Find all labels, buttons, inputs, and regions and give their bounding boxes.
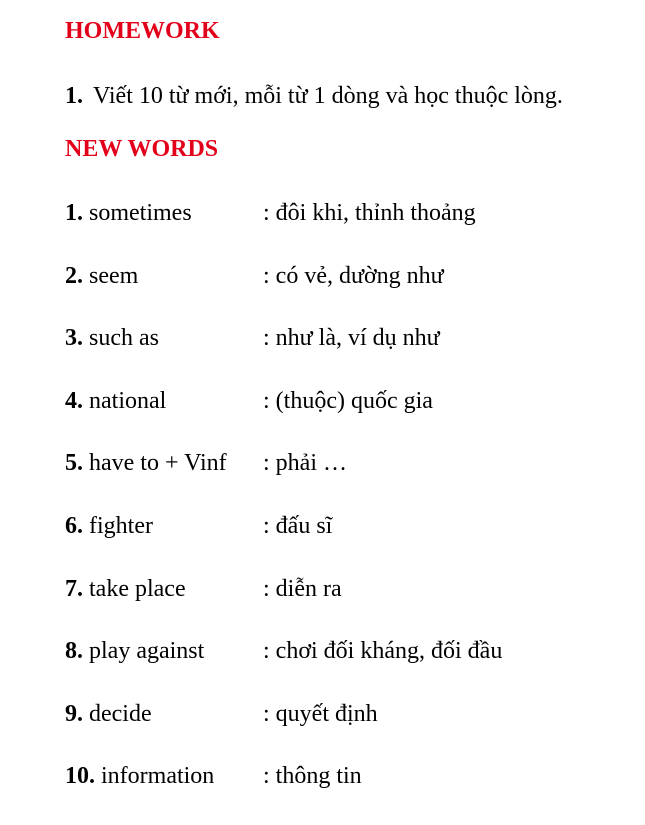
word-term (65, 512, 263, 540)
word-number: 8. (65, 638, 83, 665)
word-entry (65, 199, 625, 262)
word-definition: : chơi đối kháng, đối đầu (263, 638, 503, 665)
word-entry (65, 637, 625, 700)
word-definition: : (thuộc) quốc gia (263, 387, 433, 414)
word-text: play against (89, 638, 205, 665)
word-definition: : phải … (263, 450, 347, 477)
word-definition: : có vẻ, dường như (263, 262, 444, 289)
word-number: 4. (65, 387, 83, 414)
word-definition: : quyết định (263, 700, 378, 727)
word-term (65, 262, 263, 290)
word-number: 6. (65, 512, 83, 539)
word-number: 2. (65, 262, 83, 289)
word-number: 3. (65, 325, 83, 352)
new-words-heading: NEW WORDS (65, 136, 219, 162)
homework-item-number: 1. (65, 83, 83, 109)
word-number: 10. (65, 763, 95, 790)
word-number: 5. (65, 450, 83, 477)
word-term (65, 637, 263, 665)
word-term (65, 199, 263, 227)
word-term (65, 324, 263, 352)
word-text: have to + Vinf (89, 450, 227, 477)
word-entry (65, 575, 625, 638)
word-text: information (101, 763, 215, 790)
word-definition: : diễn ra (263, 575, 342, 602)
new-words-list (65, 199, 625, 825)
word-entry (65, 324, 625, 387)
word-entry (65, 700, 625, 763)
homework-item-text: Viết 10 từ mới, mỗi từ 1 dòng và học thuộc lòng. (93, 83, 563, 109)
word-term (65, 762, 263, 790)
word-definition: : thông tin (263, 763, 362, 790)
word-entry (65, 262, 625, 325)
word-entry (65, 387, 625, 450)
word-entry (65, 449, 625, 512)
word-definition: : như là, ví dụ như (263, 325, 440, 352)
homework-item (65, 82, 563, 110)
word-text: fighter (89, 512, 153, 539)
word-number: 7. (65, 575, 83, 602)
word-entry (65, 512, 625, 575)
word-term (65, 387, 263, 415)
word-text: such as (89, 325, 159, 352)
word-term (65, 700, 263, 728)
homework-heading: HOMEWORK (65, 18, 220, 44)
word-term (65, 449, 263, 477)
word-text: decide (89, 700, 152, 727)
word-definition: : đấu sĩ (263, 512, 333, 539)
word-number: 9. (65, 700, 83, 727)
word-definition: : đôi khi, thỉnh thoảng (263, 200, 476, 226)
word-term (65, 575, 263, 603)
word-text: national (89, 387, 167, 414)
word-number: 1. (65, 200, 83, 226)
word-text: seem (89, 262, 139, 289)
word-text: sometimes (89, 200, 192, 226)
word-entry (65, 762, 625, 825)
word-text: take place (89, 575, 186, 602)
